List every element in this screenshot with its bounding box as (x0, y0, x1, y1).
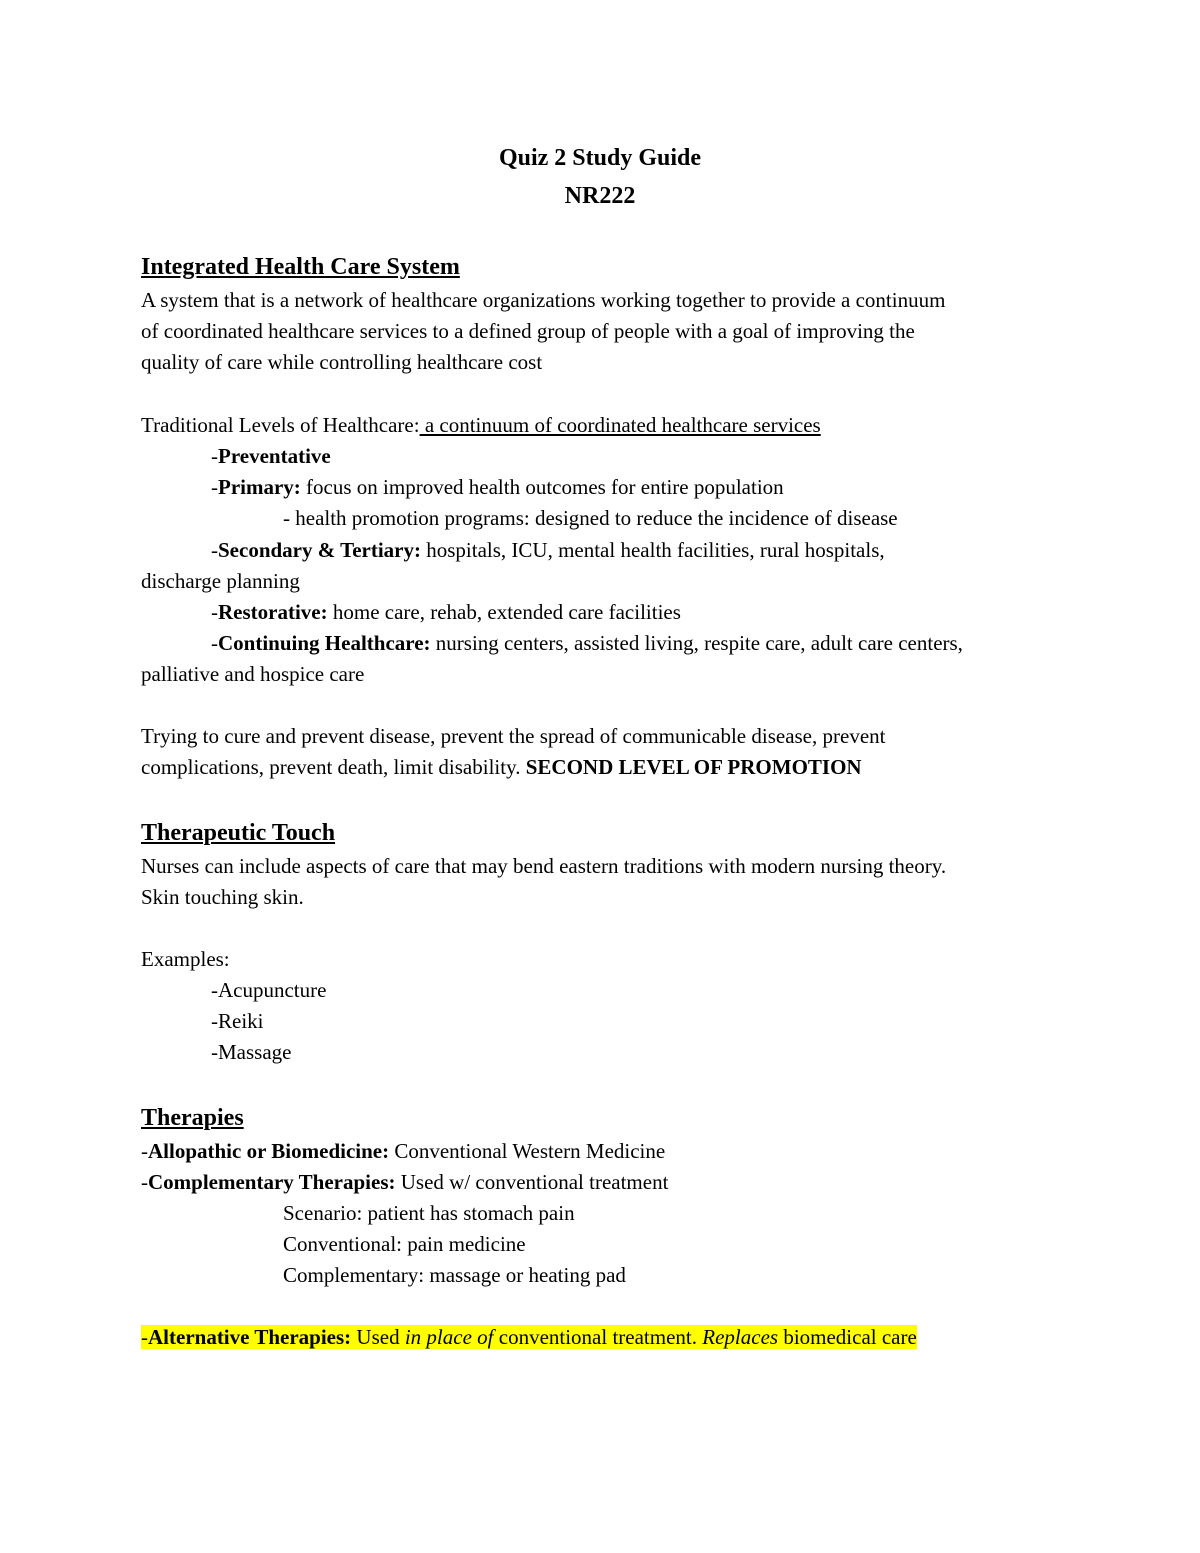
levels-label: Traditional Levels of Healthcare: (141, 413, 420, 437)
example-item: -Massage (211, 1040, 292, 1064)
example-item: -Reiki (211, 1009, 264, 1033)
second-level-emphasis: SECOND LEVEL OF PROMOTION (525, 755, 862, 779)
conventional-line: Conventional: pain medicine (283, 1232, 526, 1256)
highlighted-text (141, 1325, 917, 1349)
therapy-text-allopathic: Conventional Western Medicine (389, 1139, 666, 1163)
level-text-continuing: nursing centers, assisted living, respite care, adult care centers, (430, 631, 963, 655)
alt-text-in-place-of: in place of (404, 1325, 494, 1349)
touch-line-2: Skin touching skin. (141, 885, 304, 909)
level-restorative (211, 597, 681, 628)
scenario-line: Scenario: patient has stomach pain (283, 1201, 575, 1225)
dash: - (141, 1325, 148, 1349)
primary-sub-bullet: - health promotion programs: designed to reduce the incidence of disease (283, 506, 898, 530)
alt-text-used: Used (351, 1325, 405, 1349)
dash: - (211, 444, 218, 468)
level-text-primary: focus on improved health outcomes for entire population (300, 475, 784, 499)
dash: - (211, 631, 218, 655)
integrated-definition-line-3: quality of care while controlling healthcare cost (141, 350, 543, 374)
therapy-allopathic (141, 1136, 665, 1167)
section-heading-integrated: Integrated Health Care System (141, 254, 460, 280)
therapy-label-complementary: Complementary Therapies: (148, 1170, 396, 1194)
level-preventative (211, 441, 331, 472)
alt-text-end: biomedical care (778, 1325, 917, 1349)
course-code: NR222 (564, 183, 636, 209)
dash: - (141, 1139, 148, 1163)
level-label-restorative: Restorative: (218, 600, 328, 624)
level-label-preventative: Preventative (218, 444, 331, 468)
alt-text-conventional: conventional treatment. (493, 1325, 703, 1349)
therapy-alternative (141, 1322, 917, 1353)
trying-line-2 (141, 752, 862, 783)
section-heading-therapeutic-touch: Therapeutic Touch (141, 820, 336, 846)
alt-text-replaces: Replaces (702, 1325, 779, 1349)
level-secondary-tertiary-continued: discharge planning (141, 569, 300, 593)
level-continuing-continued: palliative and hospice care (141, 662, 365, 686)
therapy-label-alternative: Alternative Therapies: (148, 1325, 352, 1349)
integrated-definition-line-2: of coordinated healthcare services to a defined group of people with a goal of improving the (141, 319, 915, 343)
document-title: Quiz 2 Study Guide (498, 145, 702, 171)
level-continuing (211, 628, 963, 659)
dash: - (211, 600, 218, 624)
trying-line-1: Trying to cure and prevent disease, prevent the spread of communicable disease, prevent (141, 724, 886, 748)
dash: - (141, 1170, 148, 1194)
level-text-secondary-tertiary: hospitals, ICU, mental health facilities, rural hospitals, (420, 538, 885, 562)
level-primary (211, 472, 784, 503)
trying-text: complications, prevent death, limit disability. (141, 755, 526, 779)
complementary-example-line: Complementary: massage or heating pad (283, 1263, 626, 1287)
section-heading-therapies: Therapies (141, 1105, 244, 1131)
level-text-restorative: home care, rehab, extended care facilities (327, 600, 681, 624)
touch-line-1: Nurses can include aspects of care that may bend eastern traditions with modern nursing theory. (141, 854, 947, 878)
level-label-continuing: Continuing Healthcare: (218, 631, 431, 655)
therapy-label-allopathic: Allopathic or Biomedicine: (148, 1139, 390, 1163)
dash: - (211, 538, 218, 562)
integrated-definition-line-1: A system that is a network of healthcare organizations working together to provide a continuum (141, 288, 946, 312)
level-label-primary: Primary: (218, 475, 301, 499)
levels-description: a continuum of coordinated healthcare services (419, 413, 821, 437)
level-secondary-tertiary (211, 535, 885, 566)
levels-line (141, 410, 821, 441)
therapy-text-complementary: Used w/ conventional treatment (395, 1170, 669, 1194)
examples-label: Examples: (141, 947, 230, 971)
dash: - (211, 475, 218, 499)
therapy-complementary (141, 1167, 668, 1198)
example-item: -Acupuncture (211, 978, 327, 1002)
level-label-secondary-tertiary: Secondary & Tertiary: (218, 538, 421, 562)
